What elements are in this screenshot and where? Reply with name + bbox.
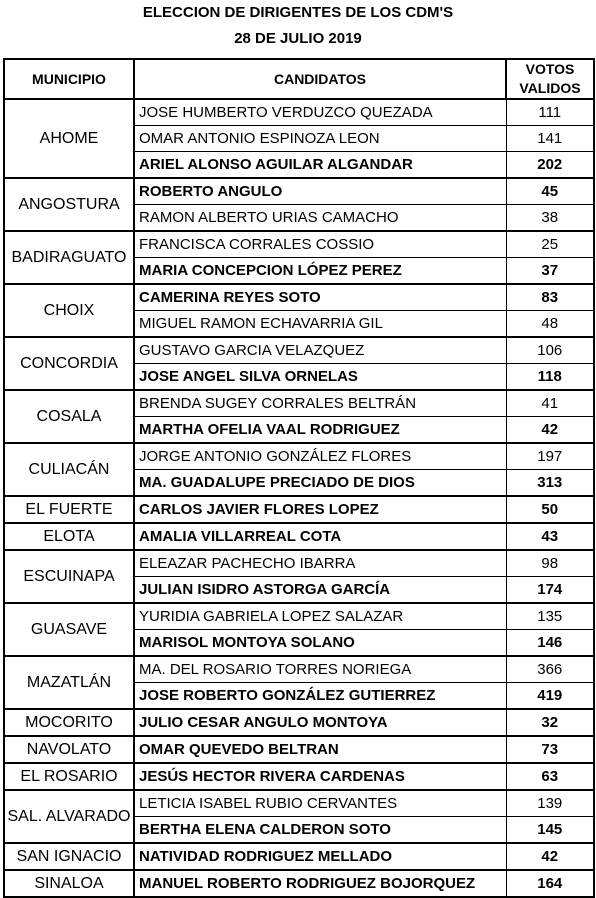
votos-cell: 313	[506, 470, 594, 497]
candidato-cell: AMALIA VILLARREAL COTA	[134, 523, 506, 550]
table-row	[4, 656, 594, 683]
municipio-cell: SAL. ALVARADO	[4, 790, 134, 843]
candidato-cell: ARIEL ALONSO AGUILAR ALGANDAR	[134, 152, 506, 179]
header-row	[4, 59, 594, 99]
title-line-2: 28 DE JULIO 2019	[234, 30, 362, 47]
candidato-cell: JESÚS HECTOR RIVERA CARDENAS	[134, 763, 506, 790]
candidato-cell: MARISOL MONTOYA SOLANO	[134, 630, 506, 657]
column-header-municipio: MUNICIPIO	[4, 59, 134, 99]
candidato-cell: BERTHA ELENA CALDERON SOTO	[134, 817, 506, 844]
municipio-cell: CHOIX	[4, 284, 134, 337]
votos-cell: 146	[506, 630, 594, 657]
votos-header-line-2: VALIDOS	[519, 80, 581, 96]
candidato-cell: JOSE ROBERTO GONZÁLEZ GUTIERREZ	[134, 683, 506, 710]
candidato-cell: JULIAN ISIDRO ASTORGA GARCÍA	[134, 577, 506, 604]
table-row	[4, 870, 594, 897]
table-row	[4, 390, 594, 417]
votos-cell: 419	[506, 683, 594, 710]
municipio-cell: ANGOSTURA	[4, 178, 134, 231]
votos-cell: 42	[506, 843, 594, 870]
candidato-cell: NATIVIDAD RODRIGUEZ MELLADO	[134, 843, 506, 870]
table-row	[4, 99, 594, 126]
votos-cell: 135	[506, 603, 594, 630]
table-row	[4, 763, 594, 790]
candidato-cell: BRENDA SUGEY CORRALES BELTRÁN	[134, 390, 506, 417]
votos-cell: 197	[506, 443, 594, 470]
votos-cell: 118	[506, 364, 594, 391]
municipio-cell: COSALA	[4, 390, 134, 443]
municipio-cell: BADIRAGUATO	[4, 231, 134, 284]
votos-cell: 141	[506, 126, 594, 152]
votos-cell: 48	[506, 311, 594, 338]
votos-cell: 41	[506, 390, 594, 417]
candidato-cell: ROBERTO ANGULO	[134, 178, 506, 205]
table-row	[4, 790, 594, 817]
title-line-1: ELECCION DE DIRIGENTES DE LOS CDM'S	[142, 4, 454, 21]
candidato-cell: JOSE HUMBERTO VERDUZCO QUEZADA	[134, 99, 506, 126]
municipio-cell: CONCORDIA	[4, 337, 134, 390]
votos-cell: 174	[506, 577, 594, 604]
table-row	[4, 843, 594, 870]
votos-cell: 202	[506, 152, 594, 179]
votos-cell: 37	[506, 258, 594, 285]
municipio-cell: SINALOA	[4, 870, 134, 897]
municipio-cell: EL FUERTE	[4, 496, 134, 523]
votos-cell: 106	[506, 337, 594, 364]
votos-cell: 63	[506, 763, 594, 790]
votos-cell: 32	[506, 709, 594, 736]
municipio-cell: ELOTA	[4, 523, 134, 550]
candidato-cell: CAMERINA REYES SOTO	[134, 284, 506, 311]
candidato-cell: GUSTAVO GARCIA VELAZQUEZ	[134, 337, 506, 364]
candidato-cell: CARLOS JAVIER FLORES LOPEZ	[134, 496, 506, 523]
municipio-cell: ESCUINAPA	[4, 550, 134, 603]
table-row	[4, 284, 594, 311]
municipio-cell: SAN IGNACIO	[4, 843, 134, 870]
votos-cell: 98	[506, 550, 594, 577]
candidato-cell: RAMON ALBERTO URIAS CAMACHO	[134, 205, 506, 232]
candidato-cell: YURIDIA GABRIELA LOPEZ SALAZAR	[134, 603, 506, 630]
table-row	[4, 736, 594, 763]
candidato-cell: ELEAZAR PACHECHO IBARRA	[134, 550, 506, 577]
table-row	[4, 231, 594, 258]
candidato-cell: MANUEL ROBERTO RODRIGUEZ BOJORQUEZ	[134, 870, 506, 897]
candidato-cell: MARIA CONCEPCION LÓPEZ PEREZ	[134, 258, 506, 285]
votos-cell: 45	[506, 178, 594, 205]
column-header-candidatos: CANDIDATOS	[134, 59, 506, 99]
candidato-cell: FRANCISCA CORRALES COSSIO	[134, 231, 506, 258]
candidato-cell: JOSE ANGEL SILVA ORNELAS	[134, 364, 506, 391]
votos-cell: 111	[506, 99, 594, 126]
table-body	[4, 99, 594, 897]
votos-cell: 50	[506, 496, 594, 523]
column-header-votos	[506, 59, 594, 99]
votos-cell: 145	[506, 817, 594, 844]
candidato-cell: MA. GUADALUPE PRECIADO DE DIOS	[134, 470, 506, 497]
votos-cell: 42	[506, 417, 594, 444]
candidato-cell: LETICIA ISABEL RUBIO CERVANTES	[134, 790, 506, 817]
candidato-cell: JORGE ANTONIO GONZÁLEZ FLORES	[134, 443, 506, 470]
candidato-cell: MARTHA OFELIA VAAL RODRIGUEZ	[134, 417, 506, 444]
votos-cell: 366	[506, 656, 594, 683]
municipio-cell: GUASAVE	[4, 603, 134, 656]
table-row	[4, 550, 594, 577]
candidato-cell: MIGUEL RAMON ECHAVARRIA GIL	[134, 311, 506, 338]
table-row	[4, 337, 594, 364]
table-row	[4, 496, 594, 523]
municipio-cell: AHOME	[4, 99, 134, 178]
votos-cell: 38	[506, 205, 594, 232]
candidato-cell: MA. DEL ROSARIO TORRES NORIEGA	[134, 656, 506, 683]
municipio-cell: MOCORITO	[4, 709, 134, 736]
votos-cell: 139	[506, 790, 594, 817]
municipio-cell: CULIACÁN	[4, 443, 134, 496]
table-row	[4, 523, 594, 550]
votos-cell: 83	[506, 284, 594, 311]
municipio-cell: NAVOLATO	[4, 736, 134, 763]
table-row	[4, 178, 594, 205]
results-table	[3, 58, 595, 898]
candidato-cell: OMAR ANTONIO ESPINOZA LEON	[134, 126, 506, 152]
table-row	[4, 709, 594, 736]
votos-cell: 73	[506, 736, 594, 763]
votos-cell: 25	[506, 231, 594, 258]
table-row	[4, 603, 594, 630]
votos-cell: 43	[506, 523, 594, 550]
table-row	[4, 443, 594, 470]
municipio-cell: EL ROSARIO	[4, 763, 134, 790]
municipio-cell: MAZATLÁN	[4, 656, 134, 709]
votos-header-line-1: VOTOS	[525, 61, 575, 77]
votos-cell: 164	[506, 870, 594, 897]
candidato-cell: JULIO CESAR ANGULO MONTOYA	[134, 709, 506, 736]
candidato-cell: OMAR QUEVEDO BELTRAN	[134, 736, 506, 763]
